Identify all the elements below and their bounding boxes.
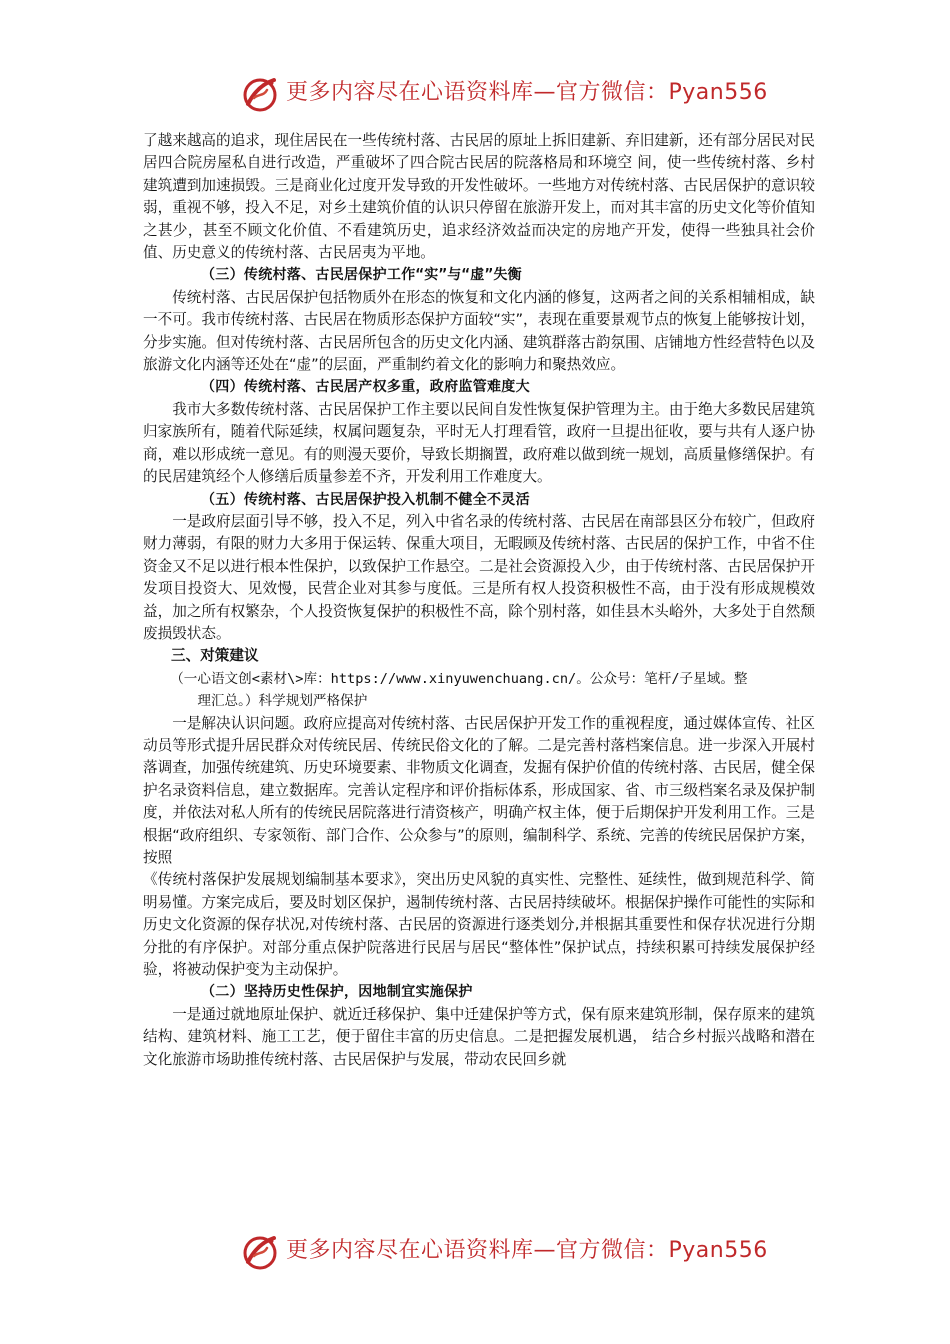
source-note (143, 668, 815, 713)
banner-text: 更多内容尽在心语资料库—官方微信：Pyan556 (286, 80, 768, 105)
section-heading: （三）传统村落、古民居保护工作“实”与“虚”失衡 (201, 267, 522, 284)
paragraph: 《传统村落保护发展规划编制基本要求》，突出历史风貌的真实性、完整性、延续性，做到规范科学、简明易懂。方案完成后，要及时划区保护，遏制传统村落、古民居持续破坏。根据保护操作可能性的实际和历史文化资源的保存状况,对传统村落、古民居的资源进行逐类划分,并根据其重要性和保存状况进行分期分批的有序保护。对部分重点保护院落进行民居与居民“整体性”保护试点，持续积累可持续发展保护经验，将被动保护变为主动保护。 (143, 871, 815, 979)
article-body (143, 130, 815, 1071)
source-note-line: （一心语文创<素材\>库：https://www.xinyuwenchuang.cn/。公众号：笔杆/子星域。整 (170, 670, 748, 687)
section-heading: （四）传统村落、古民居产权多重，政府监管难度大 (201, 379, 530, 396)
paragraph: 传统村落、古民居保护包括物质外在形态的恢复和文化内涵的修复，这两者之间的关系相辅相成，缺一不可。我市传统村落、古民居在物质形态保护方面较“实”，表现在重要景观节点的恢复上能够按计划，分步实施。但对传统村落、古民居所包含的历史文化内涵、建筑群落古韵氛围、店铺地方性经营特色以及旅游文化内涵等还处在“虚”的层面，严重制约着文化的影响力和聚热效应。 (143, 288, 815, 374)
section-heading: （五）传统村落、古民居保护投入机制不健全不灵活 (201, 491, 530, 508)
paragraph: 我市大多数传统村落、古民居保护工作主要以民间自发性恢复保护管理为主。由于绝大多数民居建筑归家族所有，随着代际延续，权属问题复杂，平时无人打理看管，政府一旦提出征收，要与共有人逐户协商，难以形成统一意见。有的则漫天要价，导致长期搁置，政府难以做到统一规划，高质量修缮保护。有的民居建筑经个人修缮后质量参差不齐，开发利用工作难度大。 (143, 400, 815, 486)
footer-banner[interactable] (0, 1230, 950, 1274)
header-banner[interactable] (0, 72, 950, 116)
banner-text: 更多内容尽在心语资料库—官方微信：Pyan556 (286, 1238, 768, 1263)
chapter-heading: 三、对策建议 (171, 647, 259, 665)
section-heading: （二）坚持历史性保护，因地制宜实施保护 (201, 984, 473, 1001)
brush-logo-icon (240, 74, 280, 114)
source-note-line: 理汇总。）科学规划严格保护 (197, 693, 368, 710)
paragraph: 一是通过就地原址保护、就近迁移保护、集中迁建保护等方式，保有原来建筑形制，保存原来的建筑结构、建筑材料、施工工艺，便于留住丰富的历史信息。二是把握发展机遇， 结合乡村振兴战略和潜在文化旅游市场助推传统村落、古民居保护与发展，带动农民回乡就 (143, 1005, 815, 1068)
paragraph: 一是解决认识问题。政府应提高对传统村落、古民居保护开发工作的重视程度，通过媒体宣传、社区动员等形式提升居民群众对传统民居、传统民俗文化的了解。二是完善村落档案信息。进一步深入开展村落调查，加强传统建筑、历史环境要素、非物质文化调查，发掘有保护价值的传统村落、古民居，健全保护名录资料信息，建立数据库。完善认定程序和评价指标体系，形成国家、省、市三级档案名录及保护制度，并依法对私人所有的传统民居院落进行清资核产，明确产权主体，便于后期保护开发利用工作。三是根据“政府组织、专家领衔、部门合作、公众参与”的原则，编制科学、系统、完善的传统民居保护方案，按照 (143, 714, 815, 866)
paragraph: 一是政府层面引导不够，投入不足，列入中省名录的传统村落、古民居在南部县区分布较广，但政府财力薄弱，有限的财力大多用于保运转、保重大项目，无暇顾及传统村落、古民居的保护工作，中省不住资金又不足以进行根本性保护，以致保护工作悬空。二是社会资源投入少，由于传统村落、古民居保护开发项目投资大、见效慢，民营企业对其参与度低。三是所有权人投资积极性不高，由于没有形成规模效益，加之所有权繁杂，个人投资恢复保护的积极性不高，除个别村落，如佳县木头峪外，大多处于自然颓废损毁状态。 (143, 512, 815, 642)
paragraph: 了越来越高的追求，现住居民在一些传统村落、古民居的原址上拆旧建新、弃旧建新，还有部分居民对民居四合院房屋私自进行改造，严重破坏了四合院古民居的院落格局和环境空 间，使一些传统村落、乡村建筑遭到加速损毁。三是商业化过度开发导致的开发性破坏。一些地方对传统村落、古民居保护的意识较弱，重视不够，投入不足，对乡土建筑价值的认识只停留在旅游开发上，而对其丰富的历史文化等价值知之甚少，甚至不顾文化价值、不看建筑历史，追求经济效益而决定的房地产开发，使得一些独具社会价值、历史意义的传统村落、古民居夷为平地。 (143, 132, 815, 262)
brush-logo-icon (240, 1232, 280, 1272)
